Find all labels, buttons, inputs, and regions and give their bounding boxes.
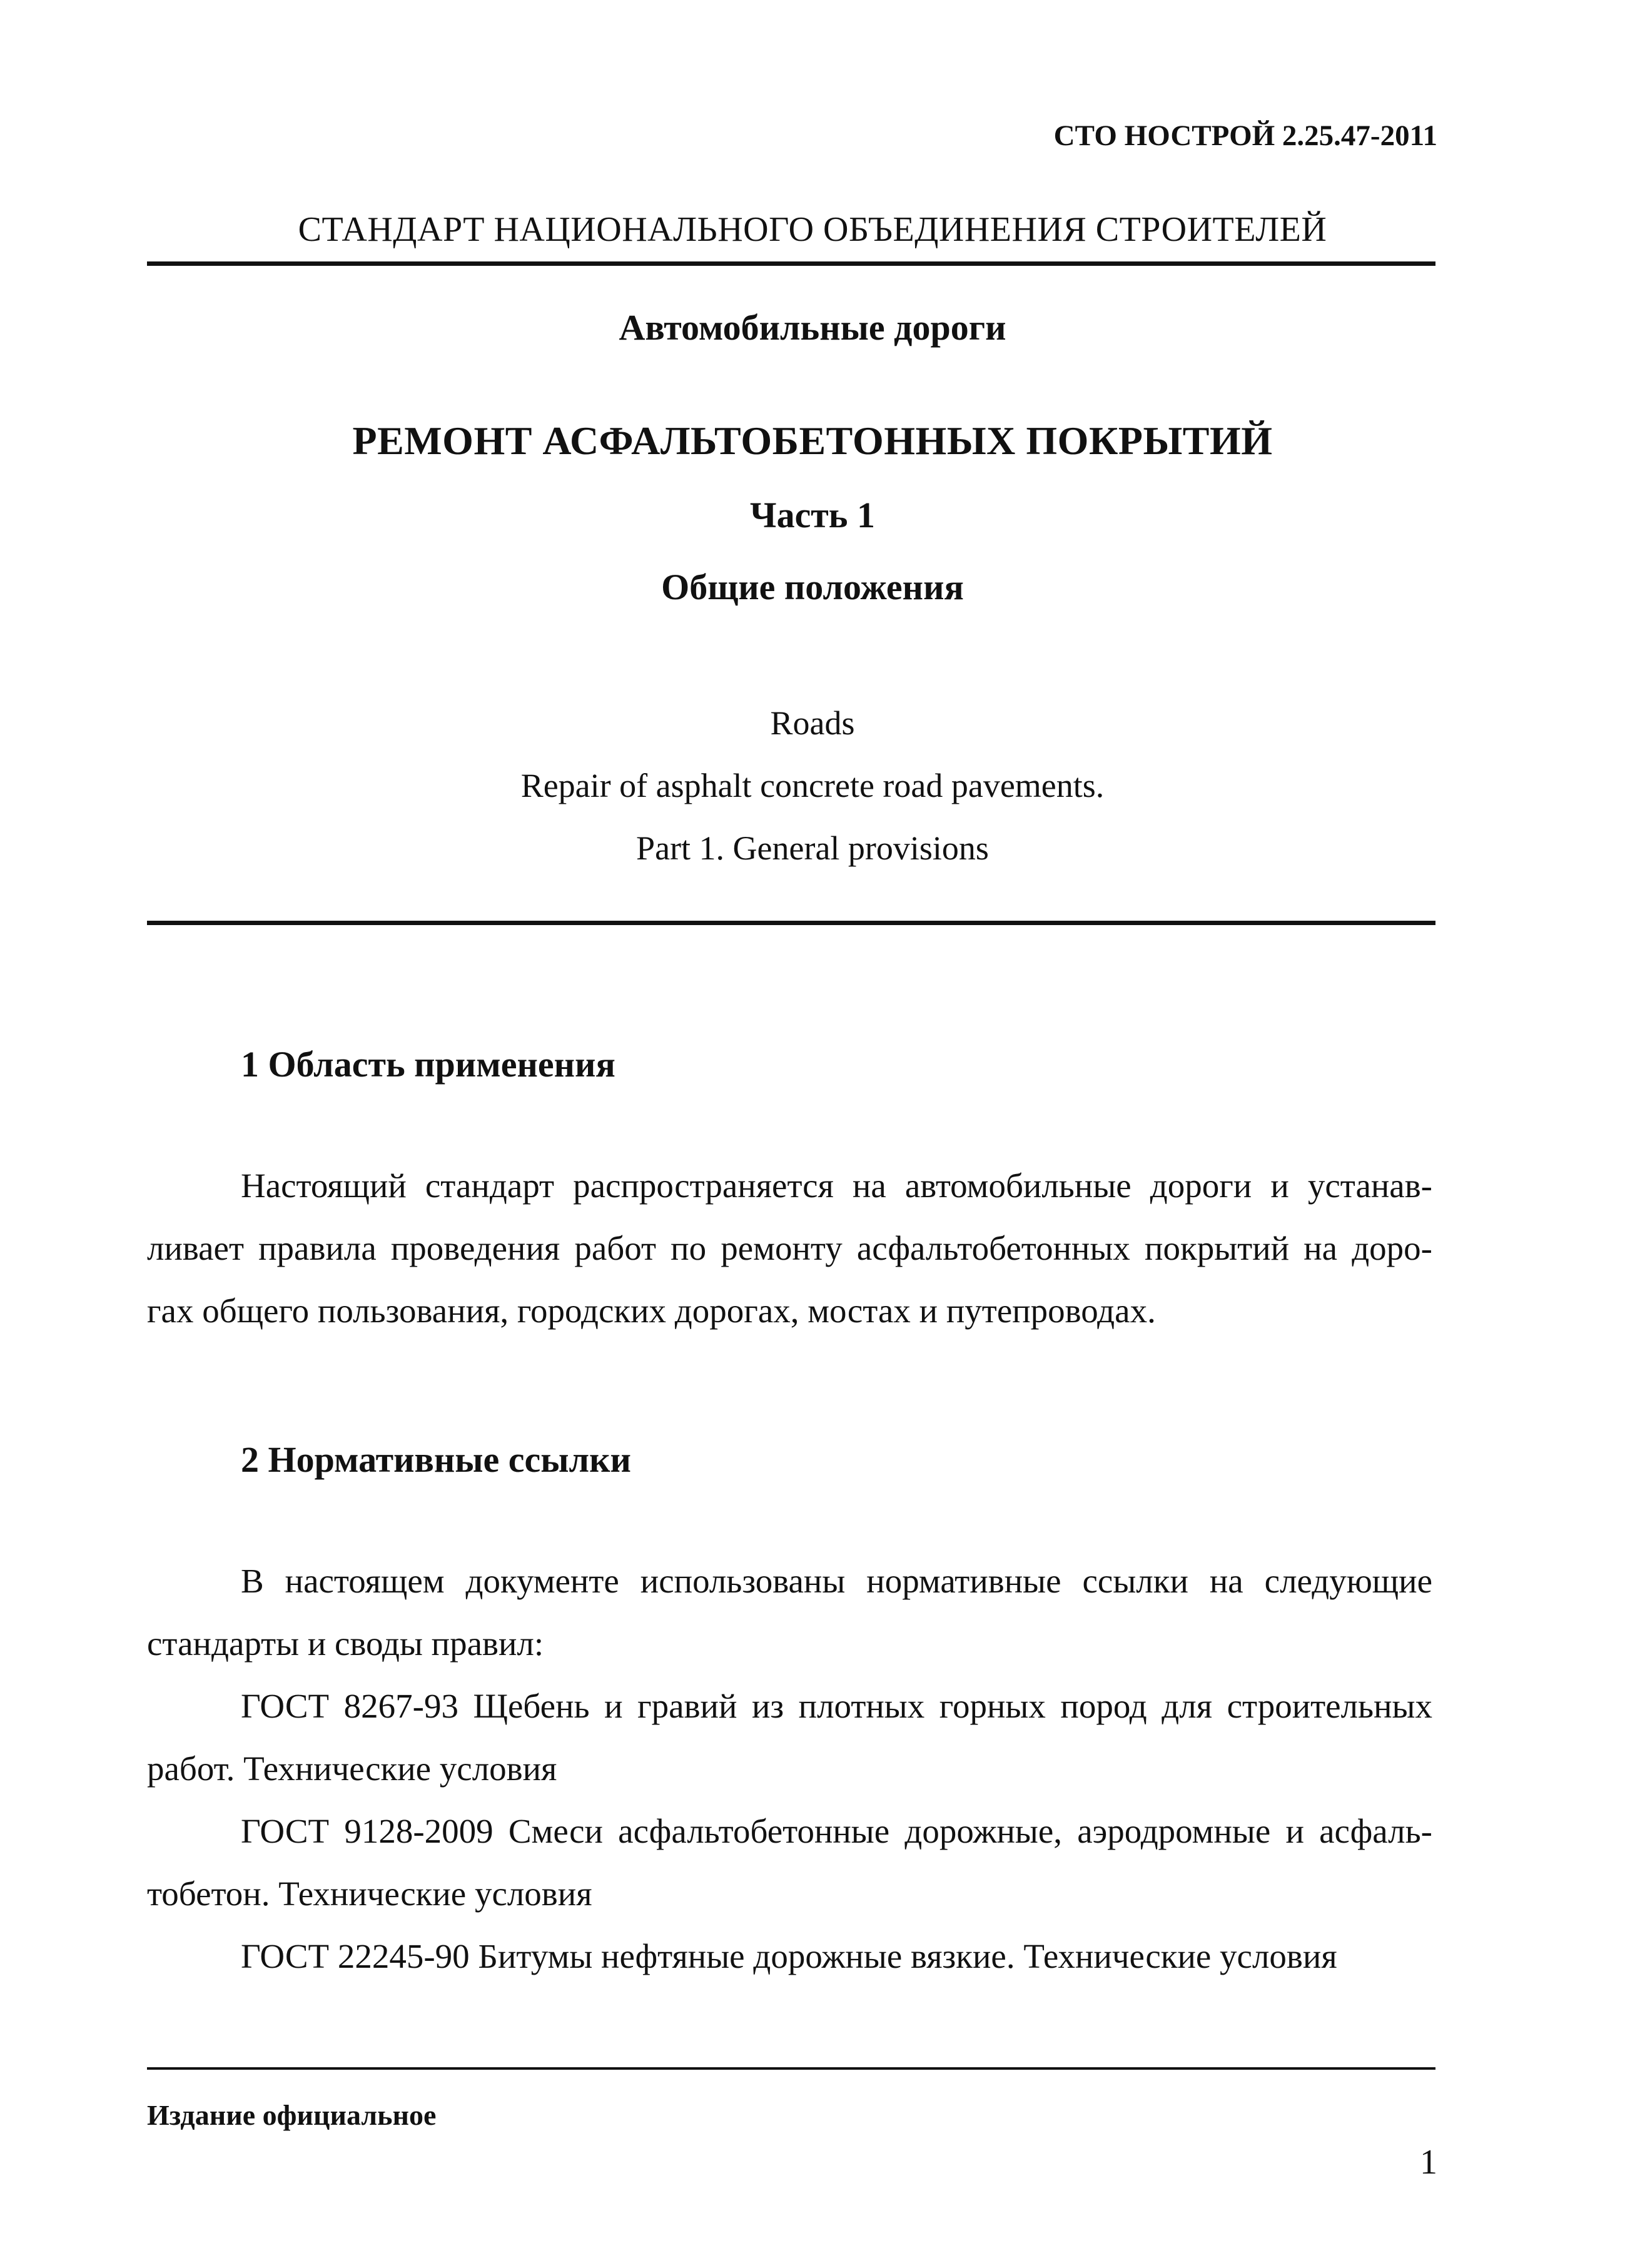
main-title-ru: РЕМОНТ АСФАЛЬТОБЕТОННЫХ ПОКРЫТИЙ (352, 418, 1273, 463)
standard-title: СТАНДАРТ НАЦИОНАЛЬНОГО ОБЪЕДИНЕНИЯ СТРОИТЕЛЕЙ (298, 210, 1327, 249)
footer-rule (147, 2067, 1435, 2070)
paragraph-line: гах общего пользования, городских дорогах, мостах и путепроводах. (147, 1292, 1156, 1330)
part-label-ru: Часть 1 (750, 495, 875, 535)
reference-gost-9128: ГОСТ 9128-2009 Смеси асфальтобетонные дорожные, аэродромные и асфаль- (241, 1812, 1432, 1850)
part-title-en: Part 1. General provisions (636, 829, 989, 867)
document-code: СТО НОСТРОЙ 2.25.47-2011 (1053, 119, 1437, 152)
repair-title-en: Repair of asphalt concrete road pavements. (520, 767, 1105, 804)
header-rule (147, 261, 1435, 266)
paragraph-line: работ. Технические условия (147, 1749, 557, 1788)
title-block-rule (147, 921, 1435, 925)
paragraph-line: Настоящий стандарт распространяется на автомобильные дороги и устанав- (241, 1167, 1432, 1205)
page-number: 1 (1420, 2143, 1437, 2182)
section-1-body (147, 1155, 1432, 1342)
paragraph-line: стандарты и своды правил: (147, 1624, 544, 1663)
section-2-heading: 2 Нормативные ссылки (241, 1439, 631, 1480)
paragraph-line: В настоящем документе использованы нормативные ссылки на следующие (241, 1562, 1432, 1600)
title-en: Roads (770, 704, 855, 742)
heading-roads-ru: Автомобильные дороги (619, 307, 1006, 348)
section-2-body (147, 1550, 1432, 1988)
subtitle-ru: Общие положения (661, 567, 964, 607)
reference-gost-22245: ГОСТ 22245-90 Битумы нефтяные дорожные вязкие. Технические условия (241, 1937, 1337, 1975)
reference-gost-8267: ГОСТ 8267-93 Щебень и гравий из плотных горных пород для строительных (241, 1687, 1432, 1725)
section-1-heading: 1 Область применения (241, 1044, 615, 1085)
edition-label: Издание официальное (147, 2099, 437, 2131)
paragraph-line: тобетон. Технические условия (147, 1875, 592, 1913)
paragraph-line: ливает правила проведения работ по ремонту асфальтобетонных покрытий на доро- (147, 1229, 1432, 1267)
